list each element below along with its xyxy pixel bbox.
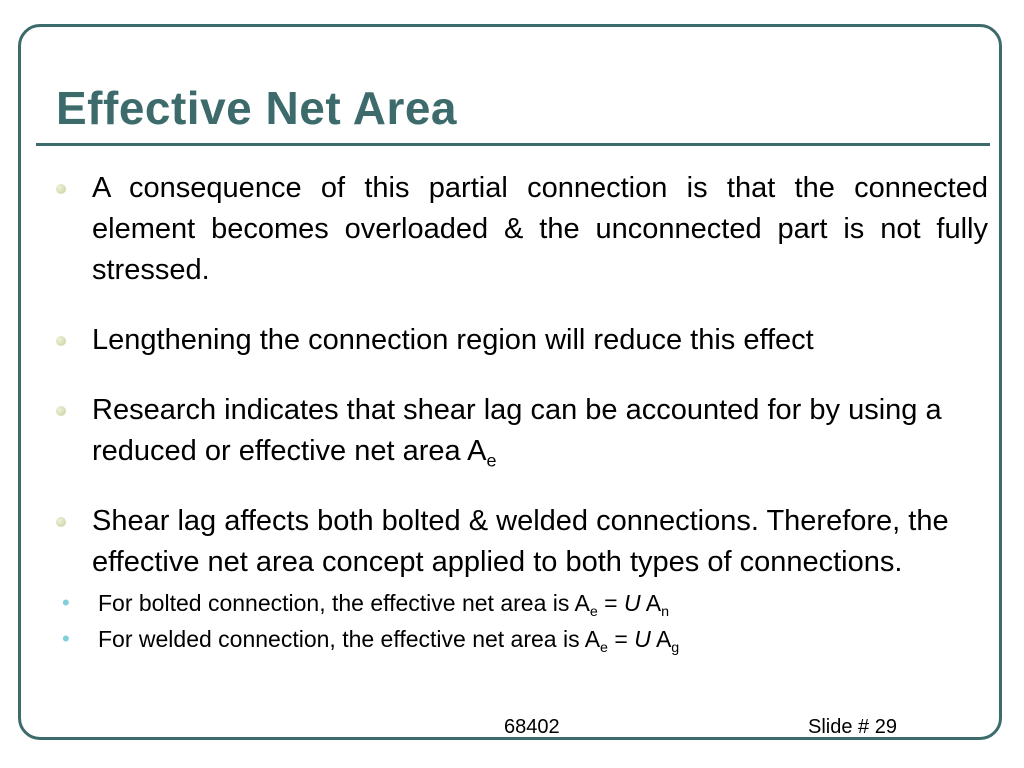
bullet-text: Shear lag affects both bolted & welded connections. Therefore, the effective net area concept applied to both types of connections. xyxy=(92,505,949,578)
bullet-item xyxy=(54,168,988,291)
bullet-text: A consequence of this partial connection is that the connected element becomes overloaded & the unconnected part is not fully stressed. xyxy=(92,172,988,286)
bullet-item xyxy=(54,501,988,583)
footer-slide-number: Slide # 29 xyxy=(808,716,897,738)
subscript: e xyxy=(600,639,608,656)
bullet-text: Lengthening the connection region will reduce this effect xyxy=(92,324,814,356)
title-divider xyxy=(36,143,990,146)
slide-content xyxy=(54,168,988,657)
subbullet-list xyxy=(54,585,988,657)
subscript: g xyxy=(671,639,680,656)
bullet-item xyxy=(54,320,988,361)
subbullet-dot-icon: • xyxy=(62,626,70,651)
subbullet-item xyxy=(54,621,988,657)
subbullet-dot-icon: • xyxy=(62,590,70,615)
subscript: e xyxy=(589,603,598,620)
equals-sign: = xyxy=(597,590,624,616)
subbullet-text: For welded connection, the effective net area is A xyxy=(98,626,601,652)
subscript: n xyxy=(661,603,670,620)
bullet-dot-icon xyxy=(56,336,66,346)
slide-title: Effective Net Area xyxy=(56,82,458,134)
bullet-dot-icon xyxy=(56,184,66,194)
variable-a: A xyxy=(640,590,662,616)
bullet-dot-icon xyxy=(56,406,66,416)
subbullet-item xyxy=(54,585,988,621)
bullet-item xyxy=(54,390,988,472)
footer-course-number: 68402 xyxy=(504,716,560,738)
variable-a: A xyxy=(650,626,672,652)
variable-u: U xyxy=(623,590,641,616)
variable-u: U xyxy=(634,626,651,652)
bullet-text: Research indicates that shear lag can be accounted for by using a reduced or effective net area A xyxy=(92,394,942,467)
subscript: e xyxy=(486,450,497,471)
subbullet-text: For bolted connection, the effective net area is A xyxy=(98,590,590,616)
equals-sign: = xyxy=(607,626,635,652)
bullet-dot-icon xyxy=(56,517,66,527)
